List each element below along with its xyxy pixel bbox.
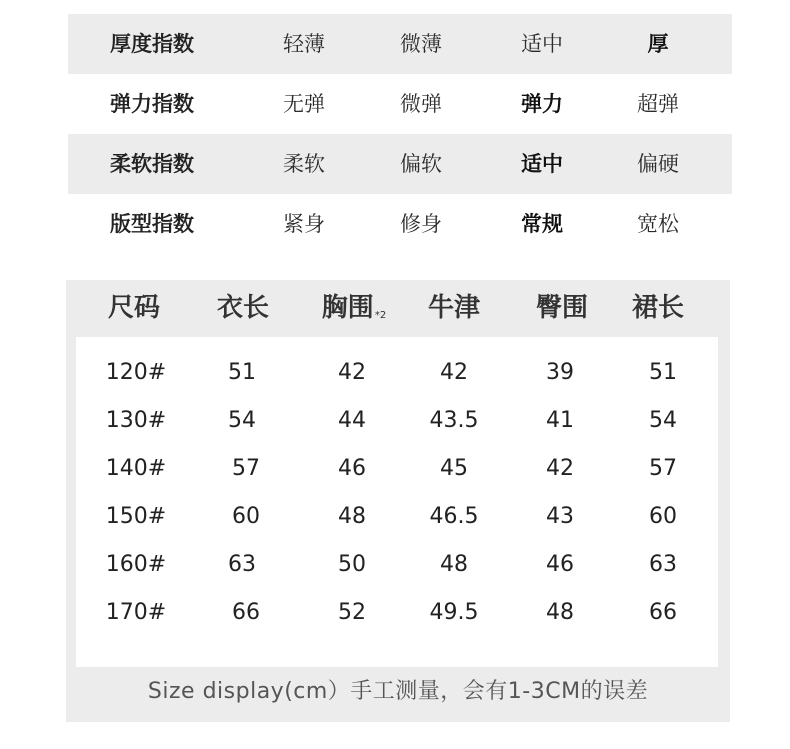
attribute-row-thickness	[68, 14, 732, 74]
attribute-option: 微弹	[400, 92, 442, 116]
cell-chest: 52	[338, 600, 366, 625]
cell-length: 60	[232, 504, 260, 529]
attribute-option: 宽松	[637, 212, 679, 236]
attribute-label: 版型指数	[110, 212, 194, 236]
size-chart-header	[66, 280, 730, 336]
table-row	[76, 493, 718, 541]
attribute-option: 轻薄	[283, 32, 325, 56]
attribute-row-softness	[68, 134, 732, 194]
header-chest-suffix: *2	[374, 310, 387, 321]
attribute-label: 柔软指数	[110, 152, 194, 176]
attribute-option: 适中	[521, 32, 563, 56]
cell-skirt-length: 57	[649, 456, 677, 481]
cell-skirt-length: 66	[649, 600, 677, 625]
cell-skirt-length: 51	[649, 360, 677, 385]
table-row	[76, 349, 718, 397]
cell-oxford: 48	[440, 552, 468, 577]
cell-hip: 39	[546, 360, 574, 385]
cell-hip: 43	[546, 504, 574, 529]
attribute-option: 紧身	[283, 212, 325, 236]
header-oxford: 牛津	[427, 293, 481, 323]
cell-oxford: 45	[440, 456, 468, 481]
cell-size: 140#	[105, 456, 167, 481]
header-length: 衣长	[216, 293, 270, 323]
table-row	[76, 445, 718, 493]
attribute-option-selected: 适中	[521, 152, 563, 176]
header-chest	[322, 280, 386, 344]
attribute-row-elasticity	[68, 74, 732, 134]
cell-size: 120#	[105, 360, 167, 385]
size-chart-body	[76, 337, 718, 667]
attribute-row-fit	[68, 194, 732, 254]
header-size: 尺码	[107, 293, 161, 323]
attribute-option-selected: 弹力	[521, 92, 563, 116]
cell-chest: 48	[338, 504, 366, 529]
cell-length: 66	[232, 600, 260, 625]
size-chart	[66, 280, 730, 722]
attribute-option-selected: 厚	[647, 32, 669, 56]
attribute-option: 偏硬	[637, 152, 679, 176]
cell-hip: 41	[546, 408, 574, 433]
header-chest-label: 胸围	[321, 293, 374, 323]
header-hip: 臀围	[535, 293, 589, 323]
cell-hip: 48	[546, 600, 574, 625]
attribute-option: 柔软	[283, 152, 325, 176]
cell-skirt-length: 63	[649, 552, 677, 577]
cell-hip: 42	[546, 456, 574, 481]
table-row	[76, 397, 718, 445]
header-skirt-length: 裙长	[631, 293, 685, 323]
cell-oxford: 46.5	[429, 504, 479, 529]
cell-length: 54	[228, 408, 256, 433]
cell-skirt-length: 60	[649, 504, 677, 529]
attribute-option: 偏软	[400, 152, 442, 176]
cell-length: 63	[228, 552, 256, 577]
cell-oxford: 42	[440, 360, 468, 385]
cell-hip: 46	[546, 552, 574, 577]
cell-size: 130#	[105, 408, 167, 433]
measurement-note: Size display(cm）手工测量，会有1-3CM的误差	[147, 679, 649, 704]
attribute-option: 微薄	[400, 32, 442, 56]
attribute-index-table	[68, 14, 732, 254]
cell-chest: 44	[338, 408, 366, 433]
cell-length: 51	[228, 360, 256, 385]
table-row	[76, 541, 718, 589]
cell-chest: 42	[338, 360, 366, 385]
cell-length: 57	[232, 456, 260, 481]
cell-skirt-length: 54	[649, 408, 677, 433]
attribute-label: 厚度指数	[110, 32, 194, 56]
attribute-option: 超弹	[637, 92, 679, 116]
cell-oxford: 49.5	[429, 600, 479, 625]
attribute-option: 无弹	[283, 92, 325, 116]
attribute-option: 修身	[400, 212, 442, 236]
cell-chest: 46	[338, 456, 366, 481]
cell-size: 150#	[105, 504, 167, 529]
attribute-option-selected: 常规	[521, 212, 563, 236]
cell-chest: 50	[338, 552, 366, 577]
attribute-label: 弹力指数	[110, 92, 194, 116]
cell-oxford: 43.5	[429, 408, 479, 433]
cell-size: 160#	[105, 552, 167, 577]
cell-size: 170#	[105, 600, 167, 625]
table-row	[76, 589, 718, 637]
